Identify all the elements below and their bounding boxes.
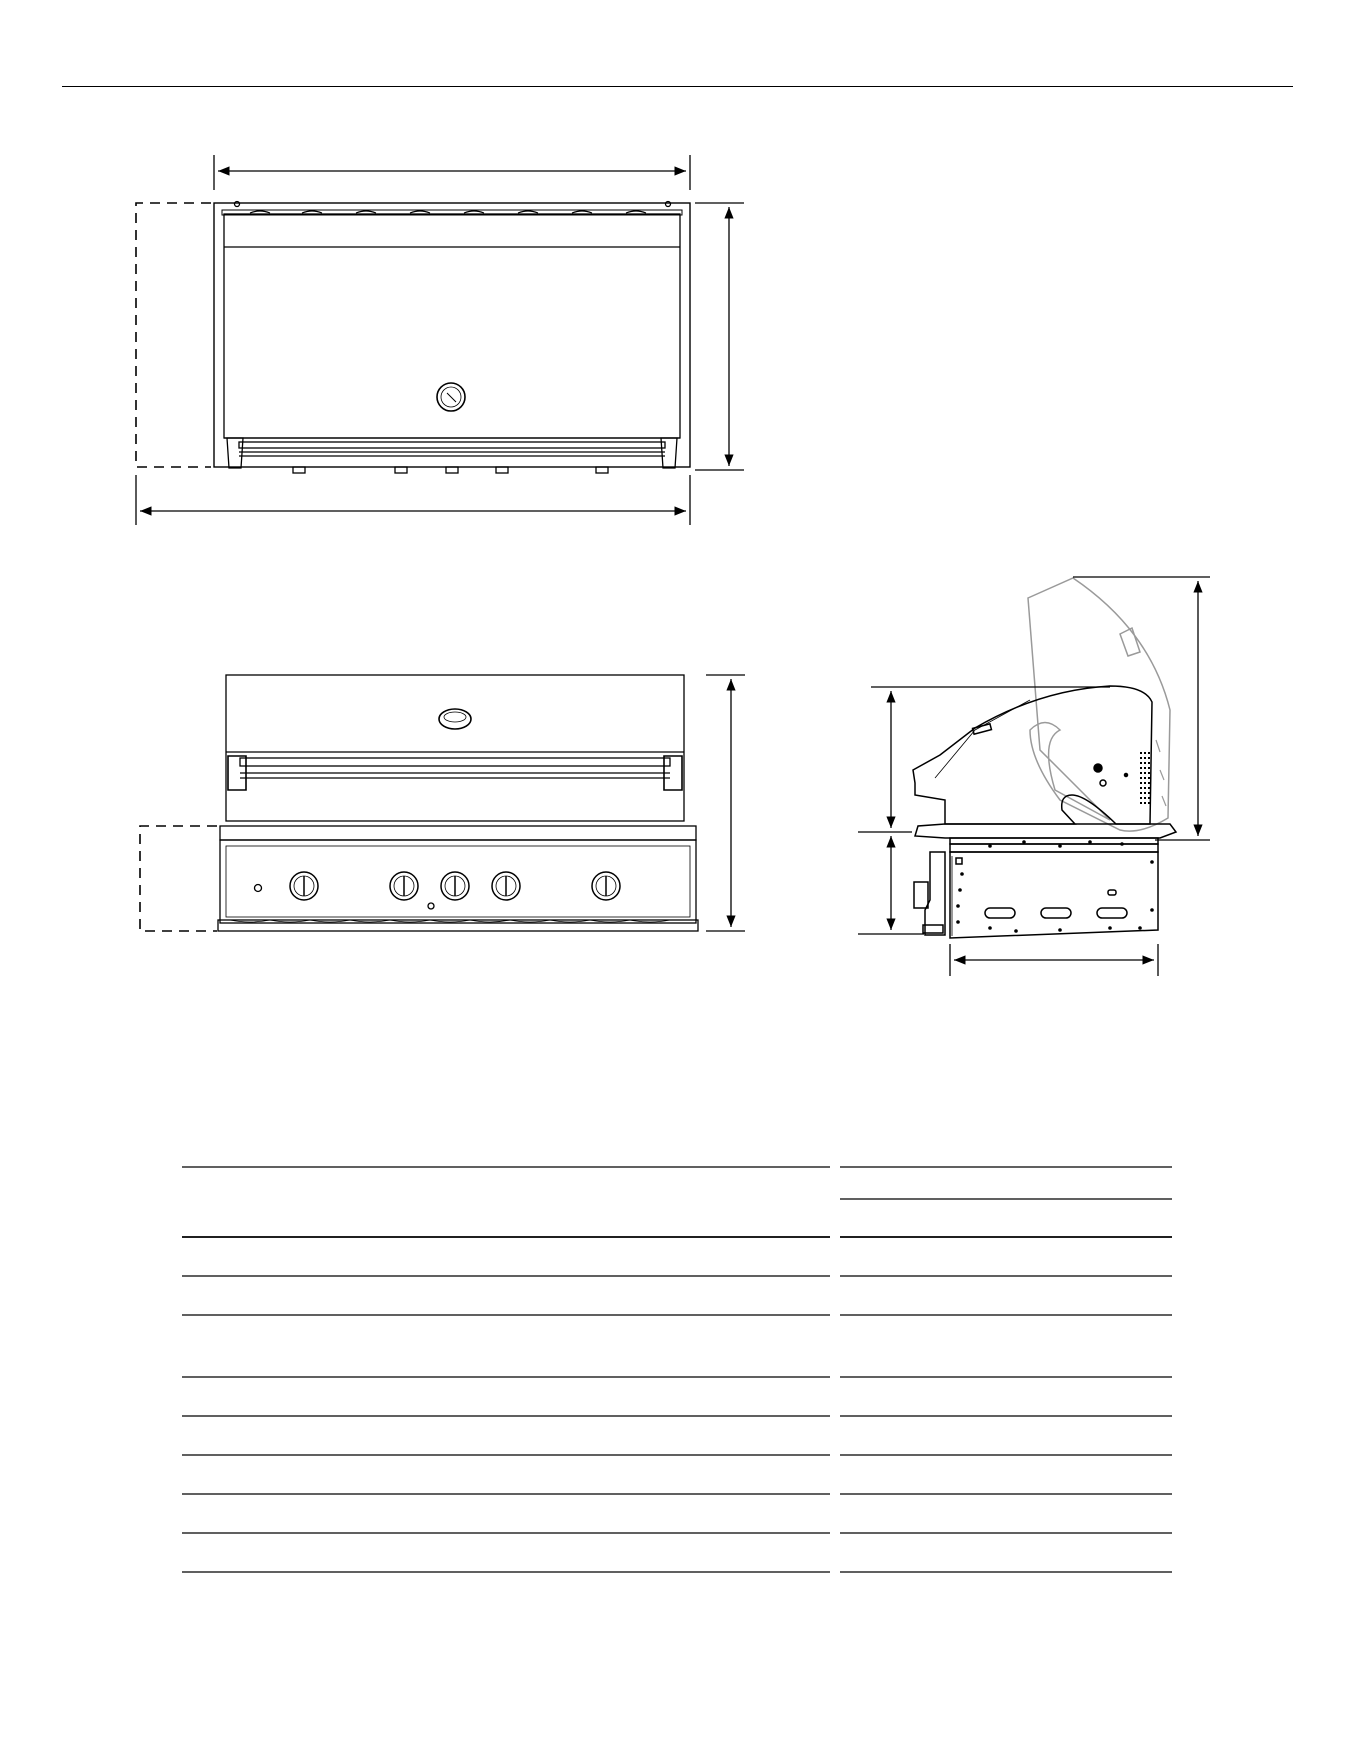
table-row-rules xyxy=(182,1237,1172,1572)
